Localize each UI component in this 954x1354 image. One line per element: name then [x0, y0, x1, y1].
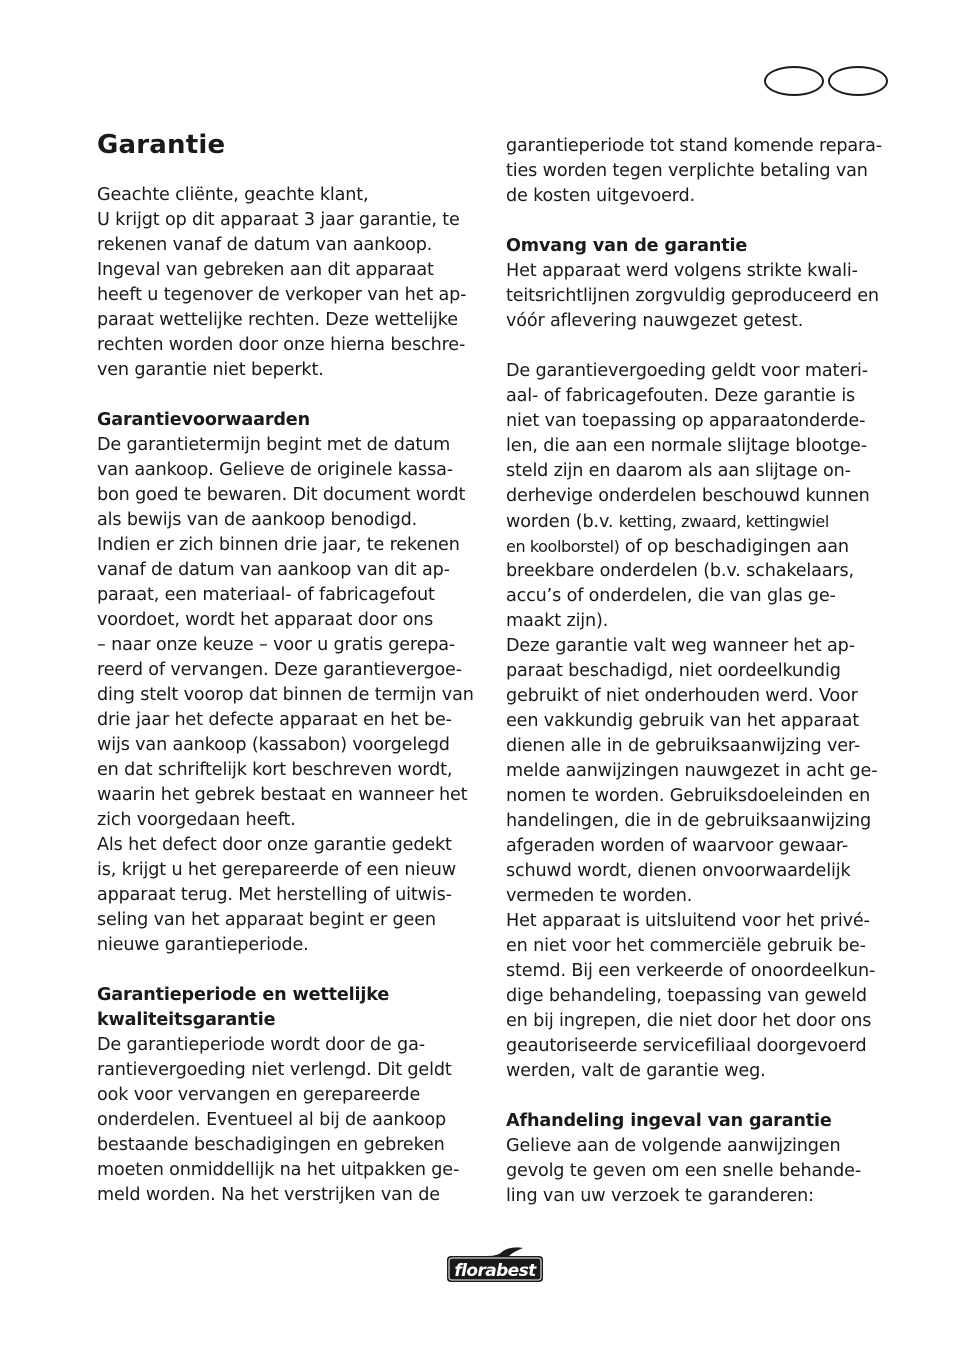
text-line: melde aanwijzingen nauwgezet in acht ge-: [506, 761, 878, 781]
text-line: derhevige onderdelen beschouwd kunnen: [506, 486, 870, 506]
heading-garantieperiode: Garantieperiode en wettelijke: [97, 985, 390, 1005]
text-line: gevolg te geven om een snelle behande-: [506, 1161, 862, 1181]
text-segment: of op beschadigingen aan: [619, 537, 849, 557]
text-line: bestaande beschadigingen en gebreken: [97, 1135, 445, 1155]
text-line: vermeden te worden.: [506, 886, 693, 906]
text-line: en bij ingrepen, die niet door het door ons: [506, 1011, 872, 1031]
text-segment: worden (b.v.: [506, 512, 619, 532]
text-line: afgeraden worden of waarvoor gewaar-: [506, 836, 849, 856]
text-line: ties worden tegen verplichte betaling van: [506, 161, 868, 181]
text-segment-small: ketting, zwaard, kettingwiel: [618, 512, 829, 531]
heading-afhandeling: Afhandeling ingeval van garantie: [506, 1111, 832, 1131]
text-line: seling van het apparaat begint er geen: [97, 910, 436, 930]
text-line: werden, valt de garantie weg.: [506, 1061, 766, 1081]
text-line: De garantievergoeding geldt voor materi-: [506, 361, 868, 381]
page-title: Garantie: [97, 130, 226, 160]
intro-paragraph: [97, 183, 482, 383]
text-line: meld worden. Na het verstrijken van de: [97, 1185, 440, 1205]
text-line: Indien er zich binnen drie jaar, te rekenen: [97, 535, 460, 555]
afhandeling-paragraph: [506, 1134, 892, 1209]
text-line: heeft u tegenover de verkoper van het ap-: [97, 285, 467, 305]
text-line: is, krijgt u het gerepareerde of een nieuw: [97, 860, 456, 880]
text-line: ding stelt voorop dat binnen de termijn van: [97, 685, 474, 705]
continuation-paragraph: [506, 134, 892, 209]
left-column: [97, 132, 482, 1208]
text-line: Geachte cliënte, geachte klant,: [97, 185, 369, 205]
text-line: – naar onze keuze – voor u gratis gerepa-: [97, 635, 456, 655]
text-line: De garantieperiode wordt door de ga-: [97, 1035, 425, 1055]
text-line: maakt zijn).: [506, 611, 609, 631]
text-line: breekbare onderdelen (b.v. schakelaars,: [506, 561, 854, 581]
text-line: schuwd wordt, dienen onvoorwaardelijk: [506, 861, 851, 881]
text-line: rekenen vanaf de datum van aankoop.: [97, 235, 433, 255]
text-line: Het apparaat werd volgens strikte kwali-: [506, 261, 858, 281]
text-line: apparaat terug. Met herstelling of uitwis-: [97, 885, 452, 905]
text-line: U krijgt op dit apparaat 3 jaar garantie, te: [97, 210, 460, 230]
text-line: waarin het gebrek bestaat en wanneer het: [97, 785, 468, 805]
language-oval-right: [828, 66, 888, 96]
text-line: [506, 534, 892, 559]
text-line: bon goed te bewaren. Dit document wordt: [97, 485, 466, 505]
text-line: de kosten uitgevoerd.: [506, 186, 696, 206]
text-line: geautoriseerde servicefiliaal doorgevoerd: [506, 1036, 867, 1056]
text-line: accu’s of onderdelen, die van glas ge-: [506, 586, 836, 606]
text-line: niet van toepassing op apparaatonderde-: [506, 411, 866, 431]
text-line: dige behandeling, toepassing van geweld: [506, 986, 867, 1006]
text-line: reerd of vervangen. Deze garantievergoe-: [97, 660, 462, 680]
text-line: ling van uw verzoek te garanderen:: [506, 1186, 814, 1206]
text-line: moeten onmiddellijk na het uitpakken ge-: [97, 1160, 460, 1180]
text-line: len, die aan een normale slijtage blootge-: [506, 436, 867, 456]
right-column: [506, 134, 892, 1209]
heading-garantievoorwaarden: Garantievoorwaarden: [97, 410, 310, 430]
text-line: aal- of fabricagefouten. Deze garantie is: [506, 386, 856, 406]
text-line: [506, 509, 892, 534]
text-line: onderdelen. Eventueel al bij de aankoop: [97, 1110, 447, 1130]
text-line: rantievergoeding niet verlengd. Dit geldt: [97, 1060, 452, 1080]
text-line: vóór aflevering nauwgezet getest.: [506, 311, 804, 331]
text-line: van aankoop. Gelieve de originele kassa-: [97, 460, 453, 480]
text-line: ook voor vervangen en gerepareerde: [97, 1085, 421, 1105]
language-badge: [764, 66, 890, 98]
text-line: Gelieve aan de volgende aanwijzingen: [506, 1136, 841, 1156]
heading-omvang: Omvang van de garantie: [506, 236, 748, 256]
text-line: ven garantie niet beperkt.: [97, 360, 324, 380]
text-line: Het apparaat is uitsluitend voor het privé-: [506, 911, 870, 931]
text-line: Als het defect door onze garantie gedekt: [97, 835, 452, 855]
logo-text: florabest: [454, 1261, 536, 1281]
periode-paragraph: [97, 1033, 482, 1208]
voorwaarden-paragraph: [97, 433, 482, 958]
text-line: en dat schriftelijk kort beschreven wordt,: [97, 760, 453, 780]
text-line: stemd. Bij een verkeerde of onoordeelkun-: [506, 961, 876, 981]
text-line: paraat beschadigd, niet oordeelkundig: [506, 661, 841, 681]
text-line: nomen te worden. Gebruiksdoeleinden en: [506, 786, 871, 806]
text-line: voordoet, wordt het apparaat door ons: [97, 610, 434, 630]
text-line: steld zijn en daarom als aan slijtage on-: [506, 461, 851, 481]
text-line: Ingeval van gebreken aan dit apparaat: [97, 260, 434, 280]
text-line: paraat wettelijke rechten. Deze wettelijke: [97, 310, 458, 330]
text-line: als bewijs van de aankoop benodigd.: [97, 510, 418, 530]
omvang-paragraph: [506, 259, 892, 334]
text-line: rechten worden door onze hierna beschre-: [97, 335, 466, 355]
text-segment-small: en koolborstel): [506, 537, 620, 556]
text-line: garantieperiode tot stand komende repara-: [506, 136, 882, 156]
text-line: een vakkundig gebruik van het apparaat: [506, 711, 860, 731]
language-oval-left: [764, 66, 824, 96]
vergoeding-paragraph: [506, 359, 892, 1084]
text-line: en niet voor het commerciële gebruik be-: [506, 936, 866, 956]
heading-kwaliteitsgarantie: kwaliteitsgarantie: [97, 1010, 276, 1030]
text-line: vanaf de datum van aankoop van dit ap-: [97, 560, 450, 580]
text-line: gebruikt of niet onderhouden werd. Voor: [506, 686, 858, 706]
text-line: paraat, een materiaal- of fabricagefout: [97, 585, 435, 605]
text-line: drie jaar het defecte apparaat en het be-: [97, 710, 452, 730]
text-line: zich voorgedaan heeft.: [97, 810, 296, 830]
text-line: dienen alle in de gebruiksaanwijzing ver-: [506, 736, 861, 756]
text-line: wijs van aankoop (kassabon) voorgelegd: [97, 735, 450, 755]
text-line: De garantietermijn begint met de datum: [97, 435, 451, 455]
text-line: handelingen, die in de gebruiksaanwijzing: [506, 811, 871, 831]
text-line: nieuwe garantieperiode.: [97, 935, 309, 955]
text-line: Deze garantie valt weg wanneer het ap-: [506, 636, 855, 656]
florabest-logo: [443, 1246, 547, 1286]
text-line: teitsrichtlijnen zorgvuldig geproduceerd en: [506, 286, 879, 306]
